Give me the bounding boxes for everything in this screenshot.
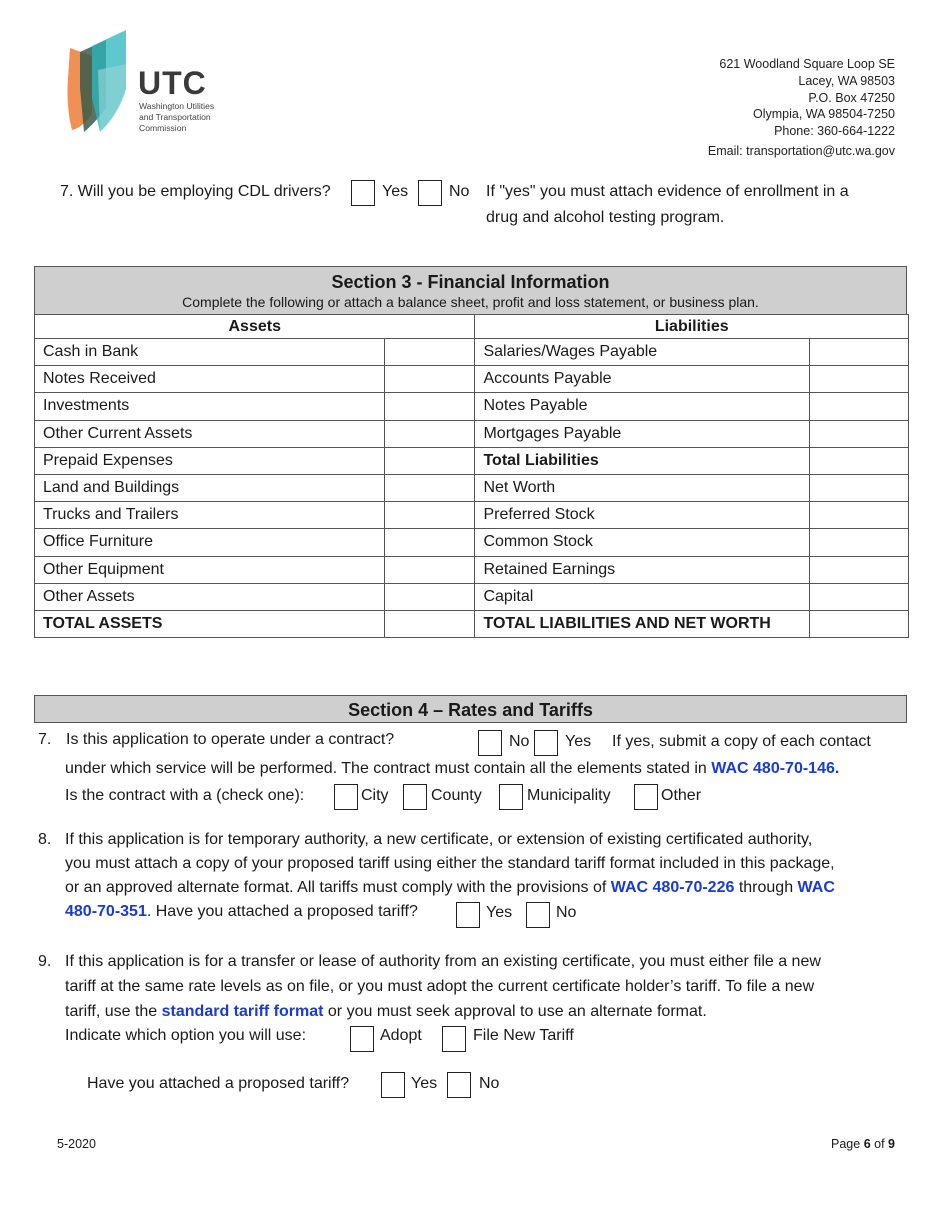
- transfer-line-3-text: tariff, use the: [65, 1003, 158, 1020]
- address-email: Email: transportation@utc.wa.gov: [707, 143, 895, 158]
- asset-label: Cash in Bank: [35, 339, 385, 366]
- liability-amount-field[interactable]: [810, 420, 909, 447]
- assets-header: Assets: [35, 315, 475, 339]
- liability-amount-field[interactable]: [810, 583, 909, 610]
- contract-line-3: Is the contract with a (check one):: [65, 787, 305, 804]
- liability-label: Notes Payable: [475, 393, 810, 420]
- address-line: 621 Woodland Square Loop SE: [719, 57, 895, 71]
- file-new-tariff-checkbox[interactable]: [442, 1026, 466, 1052]
- liability-amount-field[interactable]: [810, 474, 909, 501]
- transfer-line-4: Indicate which option you will use:: [65, 1027, 307, 1044]
- tariff-line-3: [65, 876, 835, 900]
- financial-row: [35, 529, 909, 556]
- contract-no-label: No: [509, 733, 530, 750]
- asset-amount-field[interactable]: [384, 610, 475, 637]
- standard-tariff-format-link[interactable]: standard tariff format: [161, 1003, 324, 1020]
- tariff-yes-checkbox[interactable]: [456, 902, 480, 928]
- liability-label: Total Liabilities: [475, 447, 810, 474]
- liability-label: Net Worth: [475, 474, 810, 501]
- contract-county-checkbox[interactable]: [403, 784, 427, 810]
- contract-no-checkbox[interactable]: [478, 730, 502, 756]
- address-block: [708, 56, 895, 160]
- contract-yes-checkbox[interactable]: [534, 730, 558, 756]
- wac-480-70-146-link[interactable]: WAC 480-70-146.: [711, 760, 840, 777]
- cdl-yes-label: Yes: [382, 183, 409, 200]
- transfer-yes-label: Yes: [411, 1075, 438, 1092]
- asset-amount-field[interactable]: [384, 556, 475, 583]
- financial-row: [35, 447, 909, 474]
- liability-amount-field[interactable]: [810, 610, 909, 637]
- liability-amount-field[interactable]: [810, 339, 909, 366]
- page-label: Page: [831, 1137, 861, 1151]
- contract-line-2-text: under which service will be performed. The contract must contain all the elements stated in: [65, 760, 707, 777]
- asset-amount-field[interactable]: [384, 502, 475, 529]
- asset-label: Prepaid Expenses: [35, 447, 385, 474]
- liability-amount-field[interactable]: [810, 366, 909, 393]
- asset-amount-field[interactable]: [384, 583, 475, 610]
- financial-row: [35, 556, 909, 583]
- section3-header: [34, 266, 907, 315]
- asset-label: Notes Received: [35, 366, 385, 393]
- asset-amount-field[interactable]: [384, 366, 475, 393]
- transfer-number: 9.: [38, 953, 52, 970]
- contract-text: Is this application to operate under a contract?: [66, 731, 395, 748]
- cdl-yes-checkbox[interactable]: [351, 180, 375, 206]
- cdl-question-text: 7. Will you be employing CDL drivers?: [60, 183, 331, 200]
- liability-amount-field[interactable]: [810, 529, 909, 556]
- asset-amount-field[interactable]: [384, 529, 475, 556]
- asset-label: Office Furniture: [35, 529, 385, 556]
- cdl-no-label: No: [449, 183, 470, 200]
- tariff-through: through: [738, 879, 794, 896]
- financial-row: [35, 583, 909, 610]
- liability-label: Preferred Stock: [475, 502, 810, 529]
- tariff-line-4-text: . Have you attached a proposed tariff?: [146, 903, 418, 920]
- contract-county-label: County: [431, 787, 482, 804]
- address-line: P.O. Box 47250: [808, 90, 895, 105]
- financial-row: [35, 610, 909, 637]
- tariff-no-checkbox[interactable]: [526, 902, 550, 928]
- cdl-note-1: If "yes" you must attach evidence of enrollment in a: [486, 183, 849, 200]
- liability-label: Mortgages Payable: [475, 420, 810, 447]
- section3-subtitle: Complete the following or attach a balance sheet, profit and loss statement, or business plan.: [182, 294, 759, 310]
- wac-480-70-226-link[interactable]: WAC 480-70-226: [610, 879, 735, 896]
- transfer-line-3: [65, 1000, 707, 1024]
- asset-label: Other Equipment: [35, 556, 385, 583]
- footer-date: 5-2020: [57, 1137, 96, 1151]
- contract-municipality-checkbox[interactable]: [499, 784, 523, 810]
- contract-other-checkbox[interactable]: [634, 784, 658, 810]
- cdl-note-2: drug and alcohol testing program.: [486, 209, 725, 226]
- contract-number: 7.: [38, 731, 52, 748]
- financial-row: [35, 420, 909, 447]
- asset-label: Other Current Assets: [35, 420, 385, 447]
- contract-note: If yes, submit a copy of each contact: [612, 733, 871, 750]
- file-new-tariff-label: File New Tariff: [473, 1027, 574, 1044]
- asset-amount-field[interactable]: [384, 447, 475, 474]
- liability-amount-field[interactable]: [810, 556, 909, 583]
- liability-amount-field[interactable]: [810, 393, 909, 420]
- liability-label: Retained Earnings: [475, 556, 810, 583]
- asset-amount-field[interactable]: [384, 474, 475, 501]
- contract-municipality-label: Municipality: [527, 787, 611, 804]
- liability-label: Accounts Payable: [475, 366, 810, 393]
- cdl-no-checkbox[interactable]: [418, 180, 442, 206]
- tariff-line-1: If this application is for temporary authority, a new certificate, or extension of existing certificated authority,: [65, 831, 813, 848]
- liability-amount-field[interactable]: [810, 502, 909, 529]
- asset-label: Investments: [35, 393, 385, 420]
- page-number: 6: [863, 1137, 871, 1151]
- financial-row: [35, 502, 909, 529]
- tariff-line-3-text: or an approved alternate format. All tariffs must comply with the provisions of: [65, 879, 607, 896]
- contract-other-label: Other: [661, 787, 702, 804]
- tariff-yes-label: Yes: [486, 904, 513, 921]
- utc-logo-mark: [62, 28, 132, 134]
- page-total: 9: [888, 1137, 895, 1151]
- asset-label: Other Assets: [35, 583, 385, 610]
- tariff-number: 8.: [38, 831, 52, 848]
- page-of: of: [874, 1137, 885, 1151]
- contract-city-label: City: [361, 787, 389, 804]
- liability-amount-field[interactable]: [810, 447, 909, 474]
- logo-subtitle-3: Commission: [139, 123, 187, 133]
- asset-amount-field[interactable]: [384, 339, 475, 366]
- financial-row: [35, 474, 909, 501]
- tariff-question: [38, 828, 918, 928]
- asset-amount-field[interactable]: [384, 393, 475, 420]
- contract-question: [38, 728, 918, 818]
- tariff-line-2: you must attach a copy of your proposed tariff using either the standard tariff format included in this package,: [65, 855, 835, 872]
- asset-label: Trucks and Trailers: [35, 502, 385, 529]
- asset-label: Land and Buildings: [35, 474, 385, 501]
- transfer-question: [38, 950, 918, 1110]
- transfer-line-3-rest: or you must seek approval to use an alternate format.: [327, 1003, 707, 1020]
- transfer-no-checkbox[interactable]: [447, 1072, 471, 1098]
- utc-logo: [62, 28, 232, 136]
- logo-subtitle-2: and Transportation: [139, 112, 211, 122]
- address-line: Olympia, WA 98504-7250: [753, 107, 895, 122]
- address-phone: Phone: 360-664-1222: [774, 124, 895, 139]
- liability-label: Salaries/Wages Payable: [475, 339, 810, 366]
- logo-subtitle-1: Washington Utilities: [139, 101, 215, 111]
- contract-yes-label: Yes: [565, 733, 592, 750]
- transfer-attached-text: Have you attached a proposed tariff?: [87, 1075, 350, 1092]
- tariff-no-label: No: [556, 904, 577, 921]
- financial-row: [35, 393, 909, 420]
- wac-480-70-351-link-part2[interactable]: 480-70-351: [65, 903, 147, 920]
- liability-label: Common Stock: [475, 529, 810, 556]
- wac-480-70-351-link-part1[interactable]: WAC: [797, 879, 835, 896]
- financial-row: [35, 366, 909, 393]
- contract-line-2: [65, 757, 839, 781]
- financial-table: [34, 314, 909, 638]
- footer-page: [831, 1137, 895, 1151]
- financial-row: [35, 339, 909, 366]
- section4-header: [34, 695, 907, 723]
- liability-label: Capital: [475, 583, 810, 610]
- transfer-line-1: If this application is for a transfer or lease of authority from an existing certificate, you must either file a new: [65, 953, 821, 970]
- adopt-label: Adopt: [380, 1027, 422, 1044]
- liabilities-header: Liabilities: [475, 315, 909, 339]
- section3-title: Section 3 - Financial Information: [331, 272, 610, 292]
- tariff-line-4: [65, 900, 418, 924]
- asset-label: TOTAL ASSETS: [35, 610, 385, 637]
- transfer-yes-checkbox[interactable]: [381, 1072, 405, 1098]
- section4-title: Section 4 – Rates and Tariffs: [348, 700, 593, 720]
- contract-city-checkbox[interactable]: [334, 784, 358, 810]
- liability-label: TOTAL LIABILITIES AND NET WORTH: [475, 610, 810, 637]
- asset-amount-field[interactable]: [384, 420, 475, 447]
- address-line: Lacey, WA 98503: [798, 73, 895, 88]
- adopt-checkbox[interactable]: [350, 1026, 374, 1052]
- transfer-no-label: No: [479, 1075, 500, 1092]
- transfer-line-2: tariff at the same rate levels as on file, or you must adopt the current certificate holder’s tariff. To file a new: [65, 978, 815, 995]
- logo-name: UTC: [138, 65, 207, 101]
